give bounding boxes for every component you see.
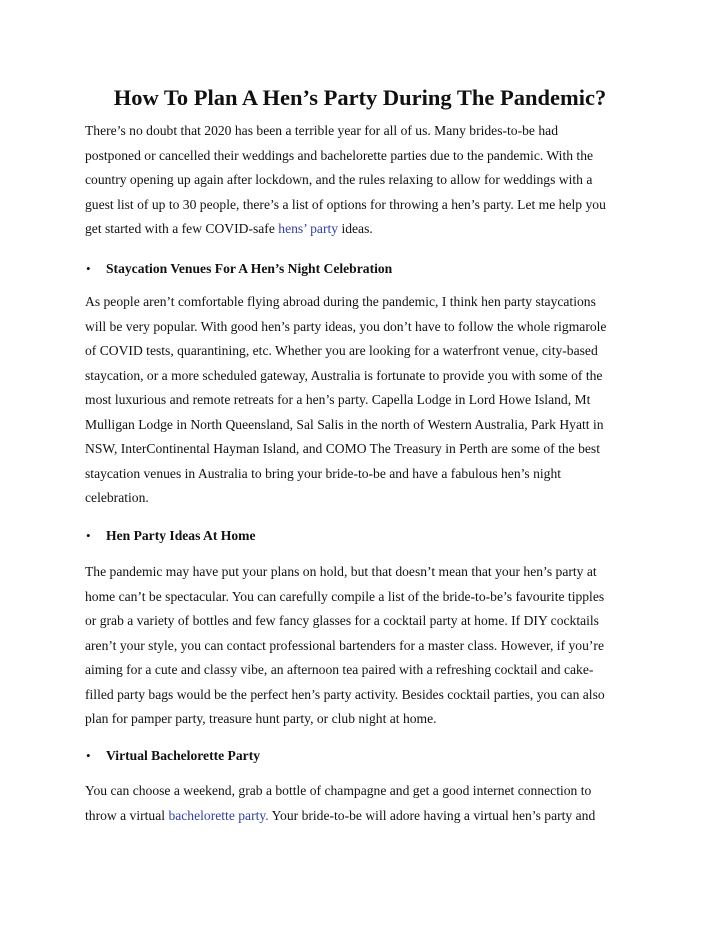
text-line: postponed or cancelled their weddings and bachelorette parties due to the pandemic. With the — [85, 147, 594, 163]
hen-party-home-paragraph — [85, 560, 645, 732]
page-title: How To Plan A Hen’s Party During The Pandemic? — [113, 85, 607, 110]
text-line: home can’t be spectacular. You can carefully compile a list of the bride-to-be’s favourite tipples — [85, 588, 605, 604]
text-line — [85, 804, 645, 829]
text-line: staycation venues in Australia to bring your bride-to-be and have a fabulous hen’s night — [85, 465, 562, 481]
text-line — [85, 217, 645, 242]
text-line: aren’t your style, you can contact professional bartenders for a master class. However, if you’re — [85, 637, 604, 653]
bullet-icon: • — [86, 261, 91, 276]
text-fragment: ideas. — [338, 221, 373, 236]
virtual-bachelorette-paragraph — [85, 779, 645, 828]
text-line: of COVID tests, quarantining, etc. Whether you are looking for a waterfront venue, city-based — [85, 343, 598, 358]
section-heading-text: Hen Party Ideas At Home — [106, 528, 256, 543]
text-line: As people aren’t comfortable flying abroad during the pandemic, I think hen party staycations — [85, 294, 596, 309]
text-line: guest list of up to 30 people, there’s a list of options for throwing a hen’s party. Let me help you — [85, 196, 606, 212]
text-line: There’s no doubt that 2020 has been a terrible year for all of us. Many brides-to-be had — [85, 123, 558, 138]
staycation-paragraph — [85, 290, 645, 511]
text-line: NSW, InterContinental Hayman Island, and COMO The Treasury in Perth are some of the best — [85, 441, 600, 456]
text-line: aiming for a cute and classy vibe, an afternoon tea paired with a refreshing cocktail and cake- — [85, 662, 594, 677]
text-line: The pandemic may have put your plans on hold, but that doesn’t mean that your hen’s party at — [85, 564, 597, 579]
text-line: or grab a variety of bottles and few fancy glasses for a cocktail party at home. If DIY cocktails — [85, 613, 599, 628]
intro-paragraph — [85, 119, 645, 242]
section-heading-text: Virtual Bachelorette Party — [106, 748, 261, 763]
text-fragment: throw a virtual — [85, 807, 169, 823]
text-fragment: Your bride-to-be will adore having a virtual hen’s party and — [268, 807, 596, 823]
text-line: celebration. — [85, 490, 149, 505]
hens-party-link[interactable]: hens’ party — [278, 221, 339, 236]
text-line: country opening up again after lockdown, and the rules relaxing to allow for weddings with a — [85, 172, 593, 187]
text-line: will be very popular. With good hen’s party ideas, you don’t have to follow the whole rigmarole — [85, 318, 607, 334]
text-line: You can choose a weekend, grab a bottle of champagne and get a good internet connection to — [85, 783, 592, 798]
text-line: staycation, or a more scheduled gateway, Australia is fortunate to provide you with some of the — [85, 367, 603, 383]
text-fragment: get started with a few COVID-safe — [85, 221, 279, 236]
text-line: Mulligan Lodge in North Queensland, Sal Salis in the north of Western Australia, Park Hyatt in — [85, 416, 604, 432]
bullet-icon: • — [86, 528, 91, 543]
section-heading-text: Staycation Venues For A Hen’s Night Celebration — [106, 261, 393, 276]
bachelorette-party-link[interactable]: bachelorette party. — [168, 807, 269, 823]
text-line: filled party bags would be the perfect hen’s party activity. Besides cocktail parties, you can also — [85, 686, 605, 702]
text-line: plan for pamper party, treasure hunt party, or club night at home. — [85, 711, 437, 726]
text-line: most luxurious and remote retreats for a hen’s party. Capella Lodge in Lord Howe Island, Mt — [85, 392, 591, 407]
bullet-icon: • — [86, 748, 91, 763]
